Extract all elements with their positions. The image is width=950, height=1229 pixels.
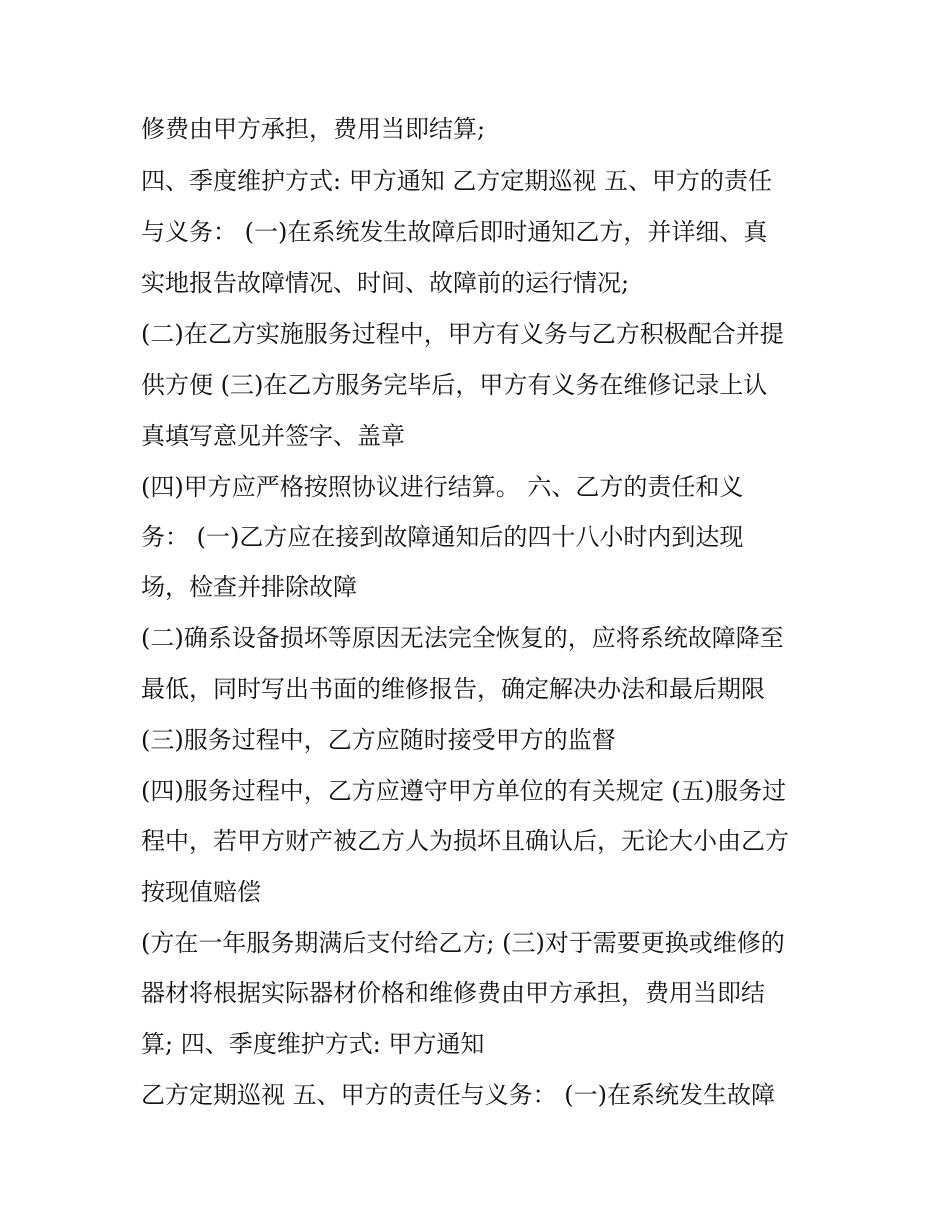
text-line: 按现值赔偿 — [141, 878, 261, 906]
text-line: (方在一年服务期满后支付给乙方; (三)对于需要更换或维修的 — [141, 929, 785, 957]
text-line: 四、季度维护方式: 甲方通知 乙方定期巡视 五、甲方的责任 — [141, 167, 772, 195]
text-line: 实地报告故障情况、时间、故障前的运行情况; — [141, 269, 630, 297]
text-line: (四)服务过程中，乙方应遵守甲方单位的有关规定 (五)服务过 — [141, 777, 787, 805]
text-line: 乙方定期巡视 五、甲方的责任与义务： (一)在系统发生故障 — [141, 1081, 775, 1109]
text-line: 供方便 (三)在乙方服务完毕后，甲方有义务在维修记录上认 — [141, 371, 768, 399]
text-line: (三)服务过程中，乙方应随时接受甲方的监督 — [141, 726, 616, 754]
text-line: 程中，若甲方财产被乙方人为损坏且确认后，无论大小由乙方 — [141, 827, 789, 855]
text-line: (二)确系设备损坏等原因无法完全恢复的，应将系统故障降至 — [141, 624, 784, 652]
text-line: 算; 四、季度维护方式: 甲方通知 — [141, 1030, 485, 1058]
text-line: 修费由甲方承担，费用当即结算; — [141, 115, 486, 143]
text-line: (四)甲方应严格按照协议进行结算。 六、乙方的责任和义 — [141, 473, 744, 501]
text-line: 务： (一)乙方应在接到故障通知后的四十八小时内到达现 — [141, 523, 744, 551]
text-line: 与义务： (一)在系统发生故障后即时通知乙方，并详细、真 — [141, 218, 768, 246]
text-line: 场，检查并排除故障 — [141, 573, 357, 601]
text-line: 真填写意见并签字、盖章 — [141, 422, 405, 450]
text-line: 器材将根据实际器材价格和维修费由甲方承担，费用当即结 — [141, 979, 765, 1007]
text-line: 最低，同时写出书面的维修报告，确定解决办法和最后期限 — [141, 675, 765, 703]
text-line: (二)在乙方实施服务过程中，甲方有义务与乙方积极配合并提 — [141, 320, 784, 348]
